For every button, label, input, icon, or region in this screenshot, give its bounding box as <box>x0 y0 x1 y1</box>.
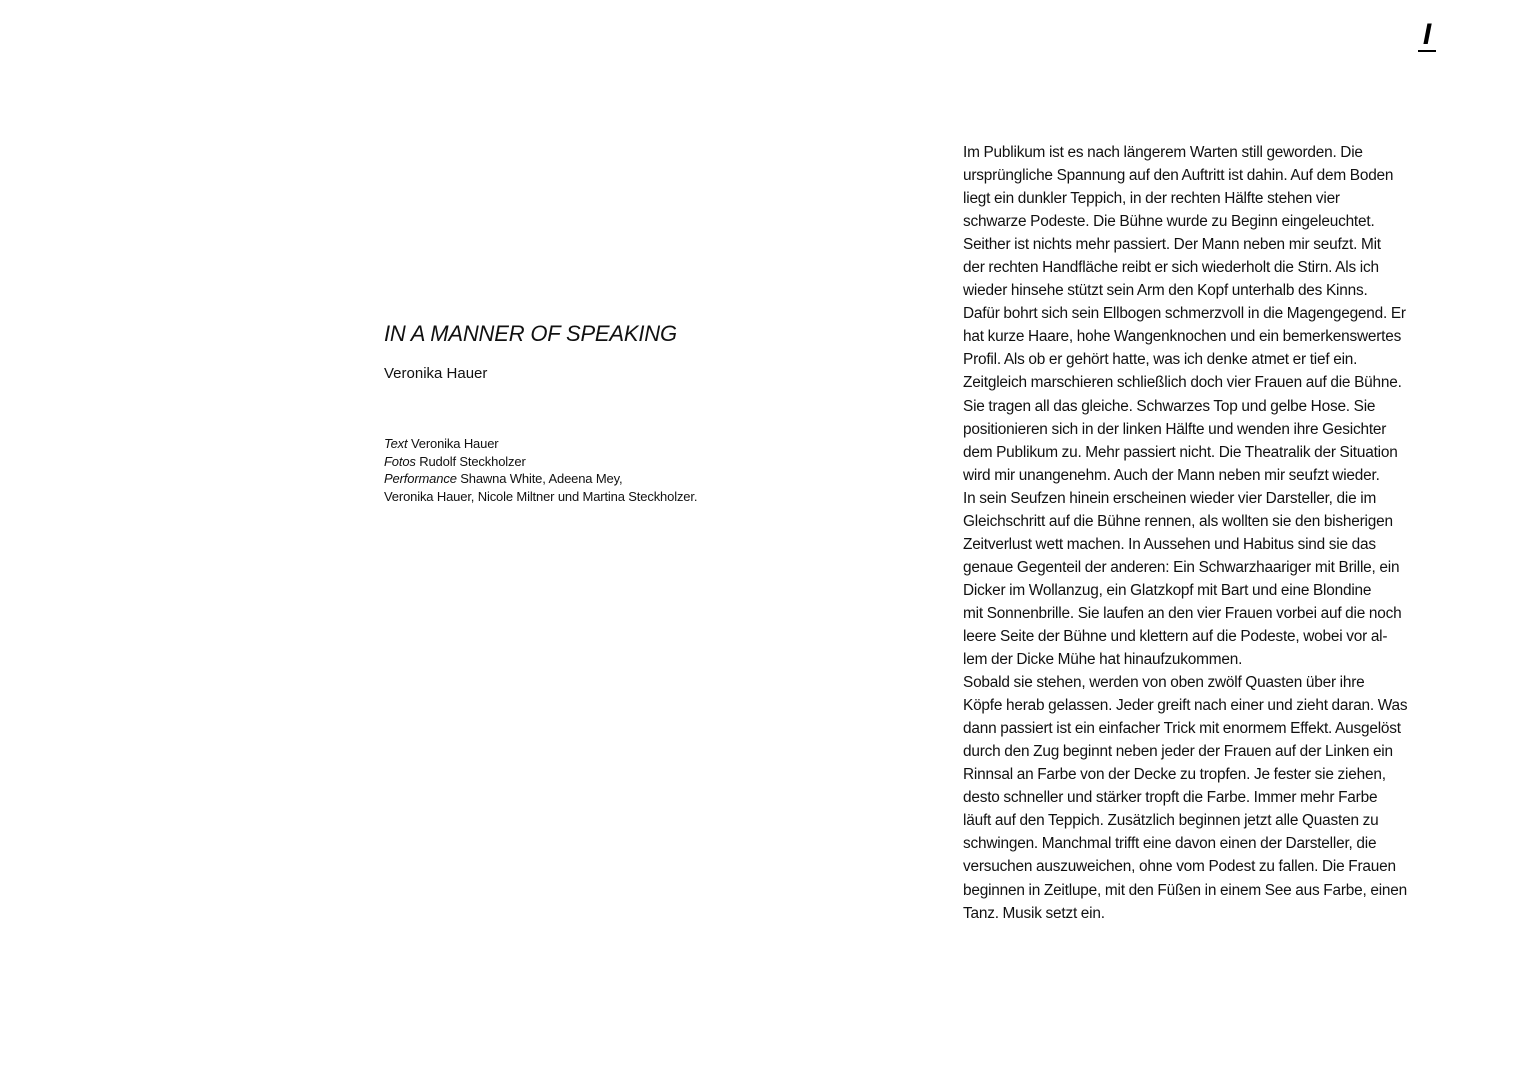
body-line: versuchen auszuweichen, ohne vom Podest zu fallen. Die Frauen <box>963 858 1396 876</box>
article-title: IN A MANNER OF SPEAKING <box>384 321 677 346</box>
article-author: Veronika Hauer <box>384 365 488 382</box>
credits-block <box>384 435 804 505</box>
credit-role-performance: Performance <box>384 471 457 486</box>
body-line: Köpfe herab gelassen. Jeder greift nach einer und zieht daran. Was <box>963 697 1408 715</box>
body-line: durch den Zug beginnt neben jeder der Frauen auf der Linken ein <box>963 743 1393 761</box>
body-line: Dafür bohrt sich sein Ellbogen schmerzvoll in die Magengegend. Er <box>963 305 1406 323</box>
body-line: der rechten Handfläche reibt er sich wiederholt die Stirn. Als ich <box>963 259 1379 277</box>
credit-performance-continued: Veronika Hauer, Nicole Miltner und Martina Steckholzer. <box>384 488 698 504</box>
body-line: hat kurze Haare, hohe Wangenknochen und ein bemerkenswertes <box>963 328 1402 346</box>
body-line: mit Sonnenbrille. Sie laufen an den vier Frauen vorbei auf die noch <box>963 604 1402 622</box>
body-line: Rinnsal an Farbe von der Decke zu tropfen. Je fester sie ziehen, <box>963 766 1386 784</box>
body-line: Zeitgleich marschieren schließlich doch vier Frauen auf die Bühne. <box>963 374 1402 392</box>
body-line: Profil. Als ob er gehört hatte, was ich denke atmet er tief ein. <box>963 351 1358 369</box>
body-line: Dicker im Wollanzug, ein Glatzkopf mit Bart und eine Blondine <box>963 581 1372 599</box>
body-line: genaue Gegenteil der anderen: Ein Schwarzhaariger mit Brille, ein <box>963 558 1400 576</box>
credit-names-performance-1: Shawna White, Adeena Mey, <box>456 471 623 486</box>
body-line: ursprüngliche Spannung auf den Auftritt ist dahin. Auf dem Boden <box>963 167 1394 185</box>
body-line: In sein Seufzen hinein erscheinen wieder vier Darsteller, die im <box>963 489 1377 507</box>
body-line: wieder hinsehe stützt sein Arm den Kopf unterhalb des Kinns. <box>963 282 1368 300</box>
body-line: Zeitverlust wett machen. In Aussehen und Habitus sind sie das <box>963 535 1376 553</box>
body-line: leere Seite der Bühne und klettern auf die Podeste, wobei vor al- <box>963 627 1388 645</box>
body-line: Seither ist nichts mehr passiert. Der Mann neben mir seufzt. Mit <box>963 236 1381 254</box>
title-block <box>384 318 804 505</box>
credit-text <box>384 435 804 453</box>
credit-name-fotos: Rudolf Steckholzer <box>415 453 526 469</box>
body-line: schwarze Podeste. Die Bühne wurde zu Beginn eingeleuchtet. <box>963 213 1375 231</box>
body-line: desto schneller und stärker tropft die Farbe. Immer mehr Farbe <box>963 789 1378 807</box>
body-line: dann passiert ist ein einfacher Trick mit enormem Effekt. Ausgelöst <box>963 720 1401 738</box>
body-line: schwingen. Manchmal trifft eine davon einen der Darsteller, die <box>963 835 1377 853</box>
body-line: Im Publikum ist es nach längerem Warten still geworden. Die <box>963 144 1363 161</box>
body-line: lem der Dicke Mühe hat hinaufzukommen. <box>963 651 1243 669</box>
credit-fotos <box>384 453 804 471</box>
credit-role-text: Text <box>384 436 408 451</box>
credit-role-fotos: Fotos <box>384 453 416 469</box>
body-line: Sobald sie stehen, werden von oben zwölf Quasten über ihre <box>963 674 1365 692</box>
body-line: liegt ein dunkler Teppich, in der rechten Hälfte stehen vier <box>963 190 1340 208</box>
credit-name-text: Veronika Hauer <box>407 436 499 451</box>
body-line: dem Publikum zu. Mehr passiert nicht. Die Theatralik der Situation <box>963 443 1398 461</box>
credit-performance <box>384 470 804 488</box>
page-number: I <box>1418 20 1436 52</box>
body-line: beginnen in Zeitlupe, mit den Füßen in einem See aus Farbe, einen <box>963 881 1407 899</box>
body-line: läuft auf den Teppich. Zusätzlich beginnen jetzt alle Quasten zu <box>963 812 1379 830</box>
body-line: Gleichschritt auf die Bühne rennen, als wollten sie den bisherigen <box>963 512 1393 530</box>
body-line: Sie tragen all das gleiche. Schwarzes Top und gelbe Hose. Sie <box>963 397 1376 415</box>
body-line: Tanz. Musik setzt ein. <box>963 904 1105 922</box>
body-line: wird mir unangenehm. Auch der Mann neben mir seufzt wieder. <box>963 466 1380 484</box>
body-line: positionieren sich in der linken Hälfte und wenden ihre Gesichter <box>963 420 1387 438</box>
body-text <box>963 141 1433 925</box>
